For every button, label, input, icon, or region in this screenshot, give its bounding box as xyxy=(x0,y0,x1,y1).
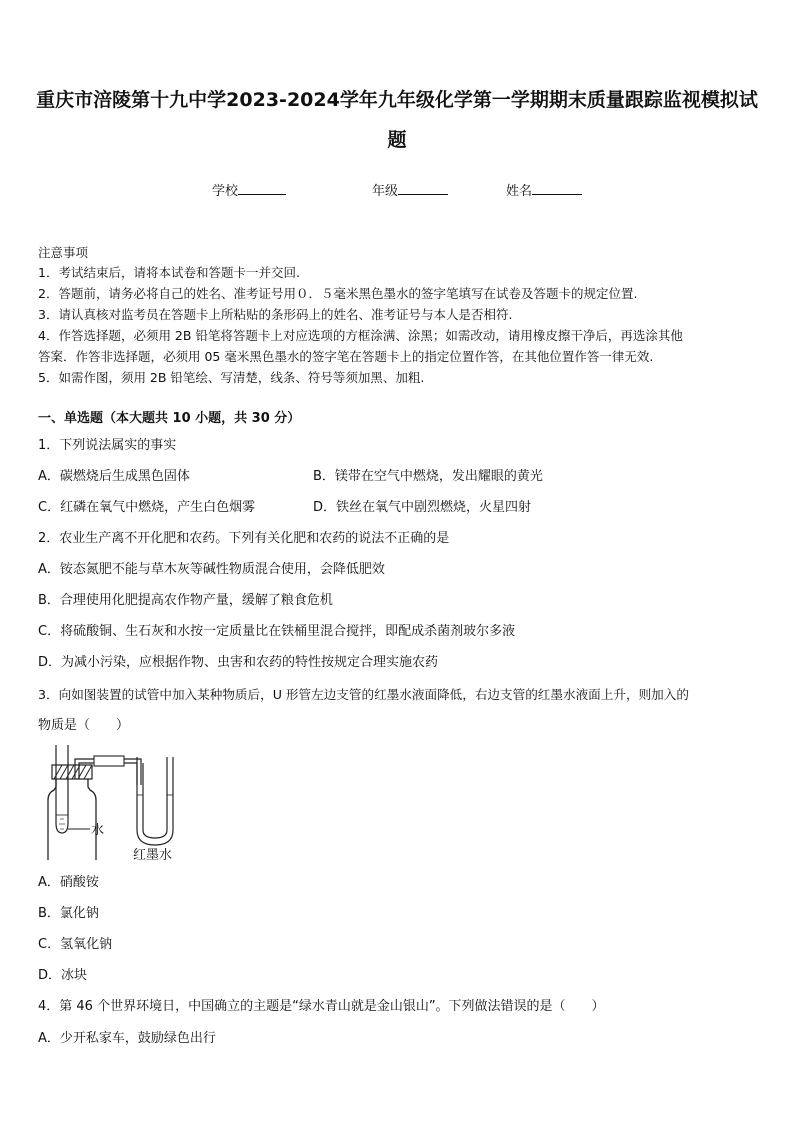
field-name-blank xyxy=(532,182,582,195)
q3-stem-line2: 物质是（ ） xyxy=(38,718,130,733)
q2-option-a: A．铵态氮肥不能与草木灰等碱性物质混合使用，会降低肥效 xyxy=(38,562,385,577)
red-ink-label: 红墨水 xyxy=(133,848,173,863)
field-grade xyxy=(372,180,448,199)
notes-heading: 注意事项 xyxy=(38,245,89,260)
q2-option-b: B．合理使用化肥提高农作物产量，缓解了粮食危机 xyxy=(38,593,333,608)
q3-option-a: A．硝酸铵 xyxy=(38,875,99,890)
field-name xyxy=(506,180,582,199)
water-label: 水 xyxy=(91,823,105,838)
field-school-label: 学校 xyxy=(212,184,239,199)
notes-item-4: 4．作答选择题，必须用 2B 铅笔将答题卡上对应选项的方框涂满、涂黑；如需改动，请用橡皮擦干净后，再选涂其他 xyxy=(38,328,683,343)
notes-item-5: 5．如需作图，须用 2B 铅笔绘、写清楚，线条、符号等须加黑、加粗. xyxy=(38,370,425,385)
q3-stem-line1: 3．向如图装置的试管中加入某种物质后，U 形管左边支管的红墨水液面降低，右边支管的红墨水液面上升，则加入的 xyxy=(38,687,689,702)
field-grade-label: 年级 xyxy=(372,184,399,199)
q2-option-d: D．为减小污染，应根据作物、虫害和农药的特性按规定合理实施农药 xyxy=(38,655,439,670)
q4-option-a: A．少开私家车，鼓励绿色出行 xyxy=(38,1031,216,1046)
notes-item-3: 3．请认真核对监考员在答题卡上所粘贴的条形码上的姓名、准考证号与本人是否相符. xyxy=(38,307,513,322)
notes-item-2: 2．答题前，请务必将自己的姓名、准考证号用０．５毫米黑色墨水的签字笔填写在试卷及答题卡的规定位置. xyxy=(38,286,638,301)
field-grade-blank xyxy=(398,182,448,195)
q3-option-d: D．冰块 xyxy=(38,968,88,983)
section-heading: 一、单选题（本大题共 10 小题，共 30 分） xyxy=(38,411,301,426)
q1-option-b: B．镁带在空气中燃烧，发出耀眼的黄光 xyxy=(313,469,543,484)
page-title-line2: 题 xyxy=(387,129,407,151)
rubber-connector xyxy=(94,756,124,766)
notes-item-1: 1．考试结束后，请将本试卷和答题卡一并交回. xyxy=(38,265,300,280)
q2-option-c: C．将硫酸铜、生石灰和水按一定质量比在铁桶里混合搅拌，即配成杀菌剂玻尔多液 xyxy=(38,624,516,639)
field-school xyxy=(212,180,286,199)
q3-option-c: C．氢氧化钠 xyxy=(38,937,113,952)
q1-option-c: C．红磷在氧气中燃烧，产生白色烟雾 xyxy=(38,500,256,515)
page-title-line1: 重庆市涪陵第十九中学2023-2024学年九年级化学第一学期期末质量跟踪监视模拟试 xyxy=(36,89,758,111)
q1-stem: 1．下列说法属实的事实 xyxy=(38,438,177,453)
notes-item-4-cont: 答案．作答非选择题，必须用 05 毫米黑色墨水的签字笔在答题卡上的指定位置作答，在其他位置作答一律无效. xyxy=(38,349,654,364)
q3-option-b: B．氯化钠 xyxy=(38,906,99,921)
q3-apparatus-figure xyxy=(38,745,198,865)
q1-option-a: A．碳燃烧后生成黑色固体 xyxy=(38,469,190,484)
field-school-blank xyxy=(238,182,286,195)
q2-stem: 2．农业生产离不开化肥和农药。下列有关化肥和农药的说法不正确的是 xyxy=(38,531,450,546)
q4-stem: 4．第 46 个世界环境日，中国确立的主题是“绿水青山就是金山银山”。下列做法错误的是（ ） xyxy=(38,999,605,1014)
q1-option-d: D．铁丝在氧气中剧烈燃烧，火星四射 xyxy=(313,500,532,515)
bottle-outline xyxy=(48,777,96,860)
field-name-label: 姓名 xyxy=(506,184,533,199)
test-tube xyxy=(56,745,68,833)
